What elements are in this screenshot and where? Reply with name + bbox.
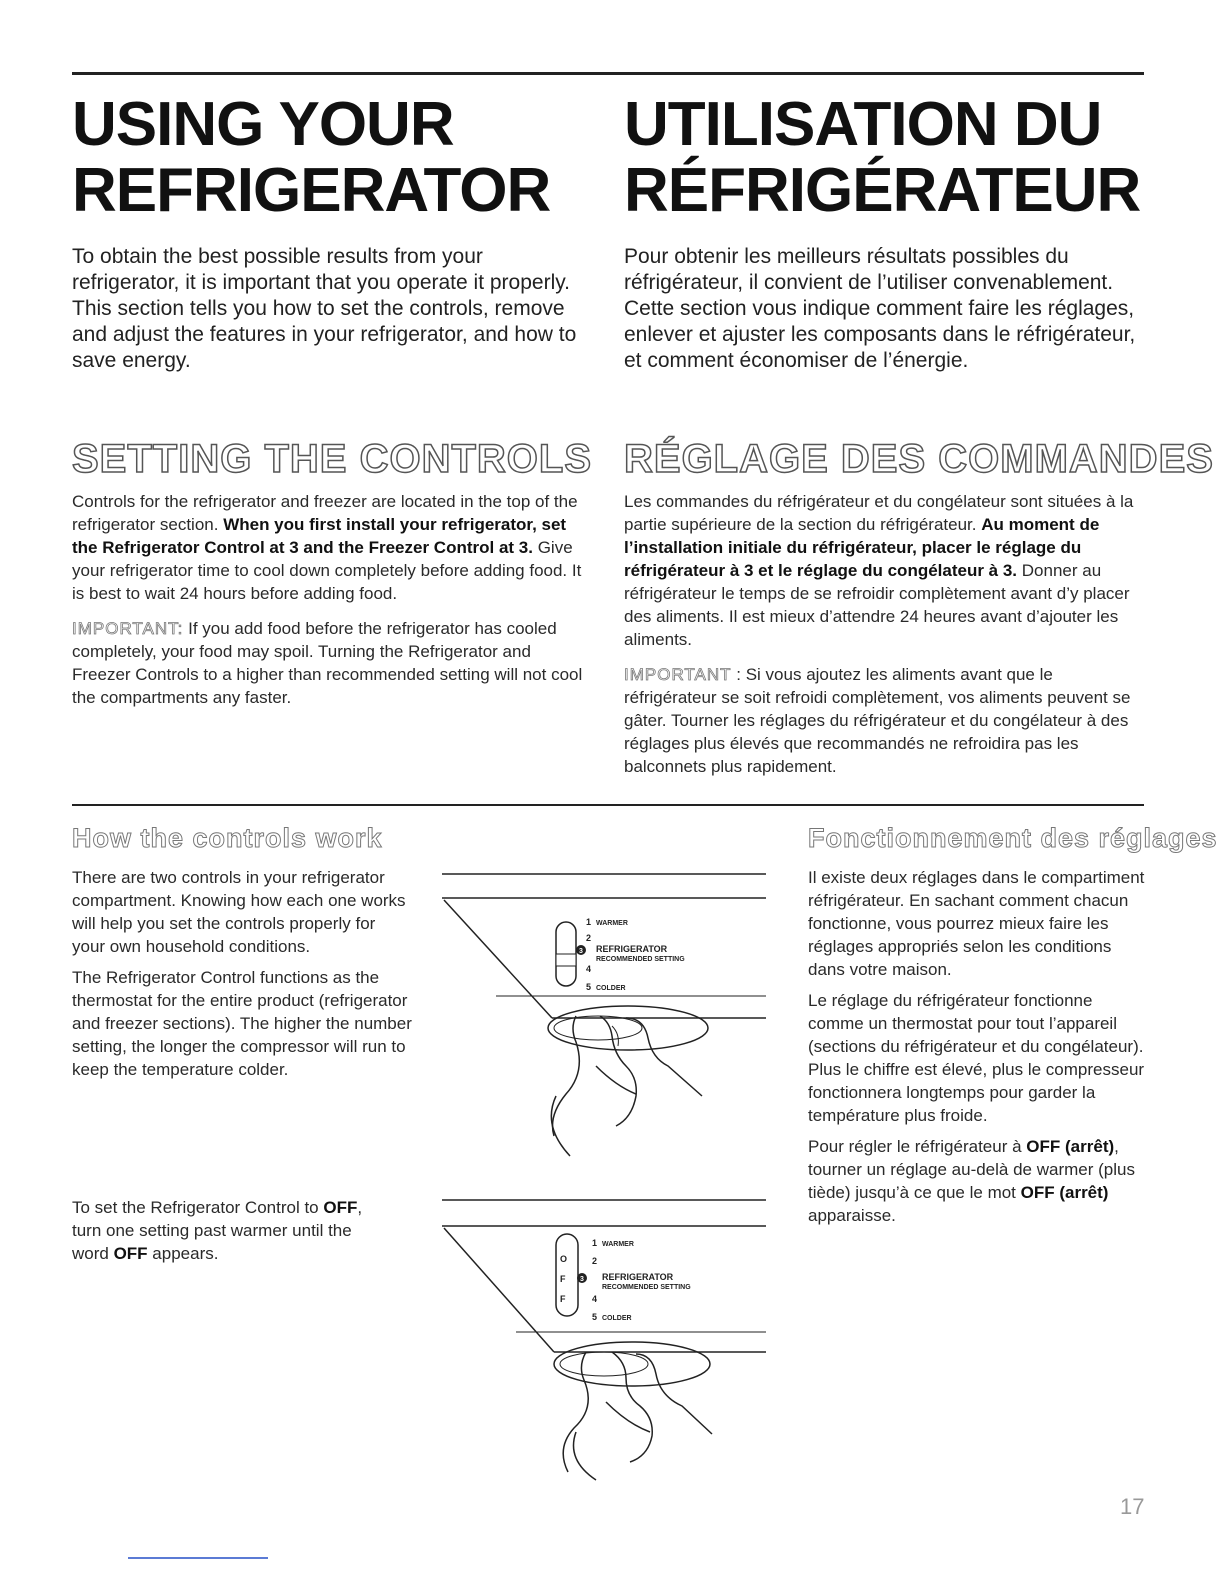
important-text-fr: : Si vous ajoutez les aliments avant que le réfrigérateur se soit refroidi complètement, vos aliments peuvent se gâter. Tourner les réglages du réfrigérateur et du congélateur à des réglages plus élevés que recommandés ne refroidira pas les balconnets plus rapidement. xyxy=(624,665,1131,776)
section-title-setting-en: SETTING THE CONTROLS xyxy=(72,437,592,481)
subsection-title-fr: Fonctionnement des réglages xyxy=(808,823,1218,853)
setting-text-fr-bold: Au moment de l’installation initiale du réfrigérateur, placer le réglage du réfrigérateur à 3 et le réglage du congélateur à 3. xyxy=(624,515,1100,580)
off-fr-a: Pour régler le réfrigérateur à xyxy=(808,1137,1027,1156)
title-fr xyxy=(624,92,1144,224)
off-paragraph-fr xyxy=(808,1135,1148,1227)
dial-4-number: 4 xyxy=(592,1294,598,1304)
dial-knob xyxy=(548,1006,708,1050)
off-fr-bold2: (arrêt) xyxy=(1065,1137,1115,1156)
section-title-setting-fr: RÉGLAGE DES COMMANDES xyxy=(624,437,1214,481)
off-fr-bold1: OFF xyxy=(1026,1137,1061,1156)
dial-1-number: 1 xyxy=(586,917,592,927)
subsection-title-en: How the controls work xyxy=(72,823,383,853)
title-en xyxy=(72,92,592,224)
dial-3-number: 3 xyxy=(579,948,583,955)
dial-2-number: 2 xyxy=(592,1256,598,1266)
warmer-label: WARMER xyxy=(602,1241,634,1248)
off-letter-o: O xyxy=(560,1254,568,1264)
how-paragraph1-en: There are two controls in your refrigerator compartment. Knowing how each one works will help you set the controls properly for your own household conditions. xyxy=(72,868,406,956)
page-number: 17 xyxy=(1120,1494,1145,1519)
refrigerator-label: REFRIGERATOR xyxy=(602,1272,674,1282)
recommended-setting-label: RECOMMENDED SETTING xyxy=(596,956,685,963)
off-fr-c: , tourner un réglage au-delà de warmer (plus tiède) jusqu’à ce que le mot xyxy=(808,1137,1135,1202)
how-paragraph2-en: The Refrigerator Control functions as the thermostat for the entire product (refrigerator and freezer sections). The higher the number setting, the longer the compressor will run to keep the temperature colder. xyxy=(72,968,412,1079)
control-diagram-off xyxy=(436,1192,776,1482)
off-letter-f2: F xyxy=(560,1294,566,1304)
how-paragraph1-fr: Il existe deux réglages dans le compartiment réfrigérateur. En sachant comment chacun fonctionne, vous pourrez mieux faire les réglages appropriés selon les conditions dans votre maison. xyxy=(808,868,1145,979)
important-label-fr: IMPORTANT xyxy=(624,665,732,684)
off-en-a: To set the Refrigerator Control to xyxy=(72,1198,324,1217)
middle-rule xyxy=(72,804,1144,806)
dial-3-number: 3 xyxy=(580,1276,584,1283)
top-rule xyxy=(72,72,1144,75)
off-en-b: , turn one setting past warmer until the word xyxy=(72,1198,363,1263)
important-label-en: IMPORTANT: xyxy=(72,619,184,638)
how-paragraph2-fr: Le réglage du réfrigérateur fonctionne comme un thermostat pour tout l’appareil (sections du réfrigérateur et du congélateur). Plus le chiffre est élevé, plus le compresseur fonctionnera longtemps pour garder la température plus froide. xyxy=(808,991,1145,1125)
panel-left-edge xyxy=(444,900,552,1018)
intro-fr: Pour obtenir les meilleurs résultats possibles du réfrigérateur, il convient de l’utiliser convenablement. Cette section vous indique comment faire les réglages, enlever et ajuster les composants dans le réfrigérateur, et comment économiser de l’énergie. xyxy=(624,245,1136,372)
title-fr-line1: UTILISATION DU xyxy=(624,90,1102,159)
setting-text-en xyxy=(72,490,592,709)
setting-text-fr-a: Les commandes du réfrigérateur et du congélateur sont situées à la partie supérieure de la section du réfrigérateur. xyxy=(624,492,1134,534)
setting-paragraph-en xyxy=(72,490,592,605)
setting-text-en-b: Give your refrigerator time to cool down completely before adding food. It is best to wait 24 hours before adding food. xyxy=(72,538,582,603)
dial-5-number: 5 xyxy=(592,1312,598,1322)
colder-label: COLDER xyxy=(602,1315,632,1322)
off-en-bold1: OFF xyxy=(323,1198,358,1217)
footer-line xyxy=(128,1557,268,1559)
off-en-bold2: OFF xyxy=(113,1244,148,1263)
setting-text-en-a: Controls for the refrigerator and freezer are located in the top of the refrigerator section. xyxy=(72,492,578,534)
dial-1-number: 1 xyxy=(592,1238,598,1248)
off-text-en xyxy=(72,1196,392,1265)
dial-4-number: 4 xyxy=(586,964,592,974)
setting-paragraph-fr xyxy=(624,490,1144,651)
panel-left-edge xyxy=(444,1228,554,1352)
recommended-setting-label: RECOMMENDED SETTING xyxy=(602,1284,691,1291)
off-fr-d: apparaisse. xyxy=(808,1206,896,1225)
how-text-fr xyxy=(808,866,1148,1227)
title-en-line2: REFRIGERATOR xyxy=(72,156,551,225)
title-fr-line2: RÉFRIGÉRATEUR xyxy=(624,156,1141,225)
setting-text-fr xyxy=(624,490,1144,778)
dial-knob xyxy=(554,1342,710,1386)
title-en-line1: USING YOUR xyxy=(72,90,454,159)
off-paragraph-en xyxy=(72,1196,392,1265)
hand-outline xyxy=(553,1016,580,1136)
how-text-en xyxy=(72,866,412,1081)
control-diagram-recommended xyxy=(436,866,776,1166)
refrigerator-label: REFRIGERATOR xyxy=(596,944,668,954)
important-text-en: If you add food before the refrigerator has cooled completely, your food may spoil. Turning the Refrigerator and Freezer Controls to a higher than recommended setting will not cool the compartments any faster. xyxy=(72,619,583,707)
off-en-c: appears. xyxy=(147,1244,219,1263)
colder-label: COLDER xyxy=(596,985,626,992)
off-fr-bold3: OFF (arrêt) xyxy=(1020,1183,1109,1202)
important-paragraph-fr xyxy=(624,663,1144,778)
dial-2-number: 2 xyxy=(586,933,592,943)
setting-text-en-bold: When you first install your refrigerator, set the Refrigerator Control at 3 and the Freezer Control at 3. xyxy=(72,515,567,557)
warmer-label: WARMER xyxy=(596,920,628,927)
setting-text-fr-b: Donner au réfrigérateur le temps de se refroidir complètement avant d’y placer des aliments. Il est mieux d’attendre 24 heures avant d’ajouter les aliments. xyxy=(624,561,1130,649)
important-paragraph-en xyxy=(72,617,592,709)
dial-5-number: 5 xyxy=(586,982,592,992)
intro-en: To obtain the best possible results from your refrigerator, it is important that you operate it properly. This section tells you how to set the controls, remove and adjust the features in your refrigerator, and how to save energy. xyxy=(72,245,577,372)
off-letter-f1: F xyxy=(560,1274,566,1284)
